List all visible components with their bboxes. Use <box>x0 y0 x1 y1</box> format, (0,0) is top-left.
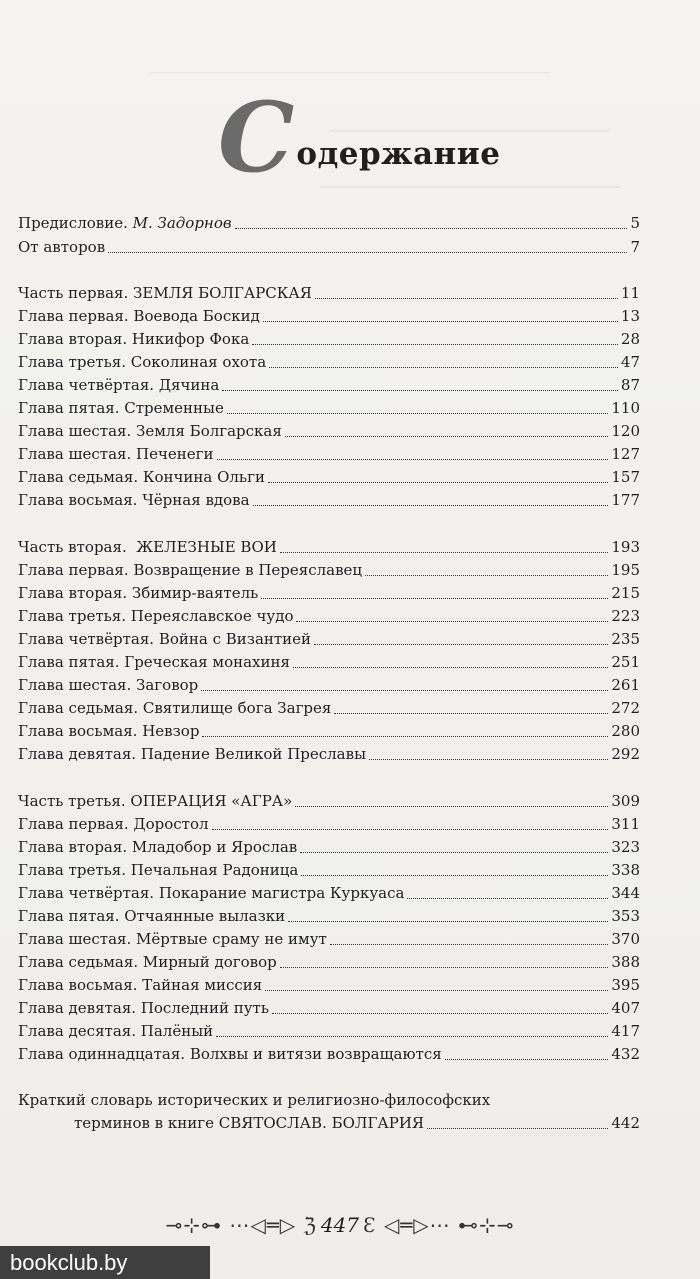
dot-leader <box>268 481 608 483</box>
toc-entry[interactable] <box>18 628 640 651</box>
page-title <box>218 80 501 194</box>
toc-page-number: 338 <box>611 861 640 879</box>
toc-entry-label: От авторов <box>18 238 106 256</box>
toc-entry[interactable] <box>18 559 640 582</box>
toc-page-number: 177 <box>611 491 640 509</box>
toc-entry-label: Глава восьмая. Чёрная вдова <box>18 491 250 509</box>
toc-entry-label: Глава восьмая. Тайная миссия <box>18 976 263 994</box>
toc-page-number: 309 <box>611 792 640 810</box>
toc-entry-label: Глава шестая. Заговор <box>18 676 199 694</box>
toc-entry[interactable] <box>18 859 640 882</box>
toc-page-number: 87 <box>620 376 640 394</box>
toc-entry[interactable] <box>18 397 640 420</box>
dot-leader <box>222 389 618 391</box>
dot-leader <box>296 620 608 622</box>
dot-leader <box>427 1127 608 1129</box>
dot-leader <box>445 1058 609 1060</box>
toc-entry[interactable] <box>18 305 640 328</box>
toc-entry[interactable] <box>18 374 640 397</box>
dot-leader <box>301 874 608 876</box>
toc-page-number: 261 <box>611 676 640 694</box>
dot-leader <box>216 1035 608 1037</box>
toc-page-number: 28 <box>620 330 640 348</box>
dot-leader <box>285 435 609 437</box>
toc-entry[interactable] <box>18 489 640 512</box>
toc-entry[interactable] <box>18 951 640 974</box>
toc-entry[interactable] <box>18 697 640 720</box>
preface-author: М. Задорнов <box>132 214 232 232</box>
toc-entry-label: Предисловие. М. Задорнов <box>18 214 232 232</box>
toc-page-number: 323 <box>611 838 640 856</box>
toc-entry-label: Глава седьмая. Святилище бога Загрея <box>18 699 332 717</box>
toc-entry-label: Глава четвёртая. Война с Византией <box>18 630 312 648</box>
toc-entry-label: Глава шестая. Мёртвые сраму не имут <box>18 930 327 948</box>
dot-leader <box>265 989 608 991</box>
dot-leader <box>330 943 609 945</box>
dot-leader <box>280 966 609 968</box>
toc-entry-label: Глава пятая. Отчаянные вылазки <box>18 907 286 925</box>
toc-entry-label: Глава шестая. Земля Болгарская <box>18 422 282 440</box>
toc-page-number: 7 <box>630 238 640 256</box>
toc-entry-label: Глава третья. Переяславское чудо <box>18 607 294 625</box>
title-dropcap: С <box>218 81 295 194</box>
toc-entry-label: Глава одиннадцатая. Волхвы и витязи возвращаются <box>18 1045 442 1063</box>
dot-leader <box>280 551 609 553</box>
toc-page-number: 215 <box>611 584 640 602</box>
bleed-through-text <box>150 58 550 73</box>
toc-entry[interactable] <box>18 928 640 951</box>
dot-leader <box>202 735 608 737</box>
toc-entry[interactable] <box>18 905 640 928</box>
toc-page-number: 223 <box>611 607 640 625</box>
dot-leader <box>315 297 618 299</box>
ornament-left-icon: ⊸⊹⊶ ⋯◁═▷ ℨ <box>165 1213 317 1237</box>
dot-leader <box>235 227 628 229</box>
page-footer <box>130 1208 550 1242</box>
toc-entry-label: Глава четвёртая. Дячина <box>18 376 220 394</box>
toc-page-number: 388 <box>611 953 640 971</box>
dot-leader <box>261 597 608 599</box>
toc-entry-label: Глава седьмая. Кончина Ольги <box>18 468 265 486</box>
toc-page-number: 311 <box>611 815 640 833</box>
toc-entry-label: Глава девятая. Падение Великой Преславы <box>18 745 367 763</box>
toc-page-number: 13 <box>620 307 640 325</box>
toc-page-number: 11 <box>620 284 640 302</box>
toc-entry[interactable] <box>18 836 640 859</box>
dot-leader <box>293 666 608 668</box>
toc-entry[interactable] <box>18 1043 640 1066</box>
toc-entry[interactable] <box>18 974 640 997</box>
toc-entry-label: Глава шестая. Печенеги <box>18 445 214 463</box>
page-number: 447 <box>320 1213 360 1237</box>
toc-entry[interactable] <box>18 651 640 674</box>
toc-glossary-line1: Краткий словарь исторических и религиозно-философских <box>18 1091 491 1109</box>
dot-leader <box>212 828 609 830</box>
dot-leader <box>369 758 608 760</box>
dot-leader <box>252 343 618 345</box>
toc-entry-glossary[interactable] <box>74 1112 640 1135</box>
dot-leader <box>365 574 608 576</box>
toc-entry-label: Часть третья. ОПЕРАЦИЯ «АГРА» <box>18 792 293 810</box>
toc-entry-label: Глава пятая. Стременные <box>18 399 224 417</box>
toc-entry[interactable] <box>18 328 640 351</box>
toc-entry[interactable] <box>18 743 640 766</box>
toc-page-number: 235 <box>611 630 640 648</box>
toc-page-number: 5 <box>630 214 640 232</box>
dot-leader <box>217 458 609 460</box>
toc-entry-preface[interactable] <box>18 212 640 235</box>
toc-entry[interactable] <box>18 997 640 1020</box>
toc-entry-label: Глава восьмая. Невзор <box>18 722 200 740</box>
toc-part-header[interactable] <box>18 536 640 559</box>
toc-entry-label: терминов в книге СВЯТОСЛАВ. БОЛГАРИЯ <box>74 1114 425 1132</box>
toc-entry[interactable] <box>18 674 640 697</box>
toc-entry[interactable] <box>18 605 640 628</box>
toc-entry-label: Глава первая. Воевода Боскид <box>18 307 260 325</box>
toc-page-number: 442 <box>611 1114 640 1132</box>
toc-page-number: 292 <box>611 745 640 763</box>
toc-page-number: 370 <box>611 930 640 948</box>
toc-entry[interactable] <box>18 351 640 374</box>
dot-leader <box>263 320 618 322</box>
dot-leader <box>295 805 608 807</box>
toc-entry-label: Глава первая. Возвращение в Переяславец <box>18 561 363 579</box>
dot-leader <box>334 712 608 714</box>
toc-entry-label: Глава девятая. Последний путь <box>18 999 270 1017</box>
dot-leader <box>314 643 608 645</box>
toc-entry-label: Глава первая. Доростол <box>18 815 209 833</box>
toc-entry-label: Часть первая. ЗЕМЛЯ БОЛГАРСКАЯ <box>18 284 312 302</box>
toc-entry-label: Глава пятая. Греческая монахиня <box>18 653 290 671</box>
toc-entry[interactable] <box>18 720 640 743</box>
toc-part-header[interactable] <box>18 790 640 813</box>
dot-leader <box>227 412 608 414</box>
toc-entry[interactable] <box>18 813 640 836</box>
toc-entry-label: Глава третья. Печальная Радоница <box>18 861 299 879</box>
dot-leader <box>201 689 608 691</box>
toc-page-number: 251 <box>611 653 640 671</box>
toc-page-number: 407 <box>611 999 640 1017</box>
toc-entry-from-authors[interactable] <box>18 236 640 259</box>
toc-page-number: 395 <box>611 976 640 994</box>
toc-page-number: 432 <box>611 1045 640 1063</box>
toc-page-number: 417 <box>611 1022 640 1040</box>
toc-entry-label: Глава четвёртая. Покарание магистра Куркуаса <box>18 884 405 902</box>
dot-leader <box>269 366 618 368</box>
dot-leader <box>300 851 608 853</box>
dot-leader <box>253 504 609 506</box>
toc-page-number: 195 <box>611 561 640 579</box>
toc-entry[interactable] <box>18 582 640 605</box>
toc-page-number: 110 <box>611 399 640 417</box>
toc-page-number: 280 <box>611 722 640 740</box>
toc-entry[interactable] <box>18 466 640 489</box>
toc-entry-label: Глава вторая. Младобор и Ярослав <box>18 838 298 856</box>
toc-entry[interactable] <box>18 420 640 443</box>
toc-entry-label: Глава третья. Соколиная охота <box>18 353 267 371</box>
toc-entry[interactable] <box>18 1020 640 1043</box>
toc-part-header[interactable] <box>18 282 640 305</box>
toc-entry-label: Глава вторая. Збимир-ваятель <box>18 584 259 602</box>
dot-leader <box>272 1012 608 1014</box>
toc-entry-label: Глава седьмая. Мирный договор <box>18 953 277 971</box>
toc-entry[interactable] <box>18 882 640 905</box>
toc-page-number: 127 <box>611 445 640 463</box>
toc-entry-label: Часть вторая. ЖЕЛЕЗНЫЕ ВОИ <box>18 538 277 556</box>
toc-page-number: 272 <box>611 699 640 717</box>
toc-page-number: 157 <box>611 468 640 486</box>
toc-page-number: 47 <box>620 353 640 371</box>
dot-leader <box>108 251 627 253</box>
toc-page-number: 353 <box>611 907 640 925</box>
toc-entry-label: Глава десятая. Палёный <box>18 1022 214 1040</box>
site-watermark: bookclub.by <box>0 1246 210 1279</box>
ornament-right-icon: Ɛ ◁═▷⋯ ⊷⊹⊸ <box>363 1213 515 1237</box>
toc-page-number: 344 <box>611 884 640 902</box>
dot-leader <box>407 897 608 899</box>
toc-entry-label: Глава вторая. Никифор Фока <box>18 330 250 348</box>
toc-page-number: 193 <box>611 538 640 556</box>
toc-page-number: 120 <box>611 422 640 440</box>
dot-leader <box>288 920 608 922</box>
toc-entry[interactable] <box>18 443 640 466</box>
title-text: одержание <box>296 136 501 172</box>
